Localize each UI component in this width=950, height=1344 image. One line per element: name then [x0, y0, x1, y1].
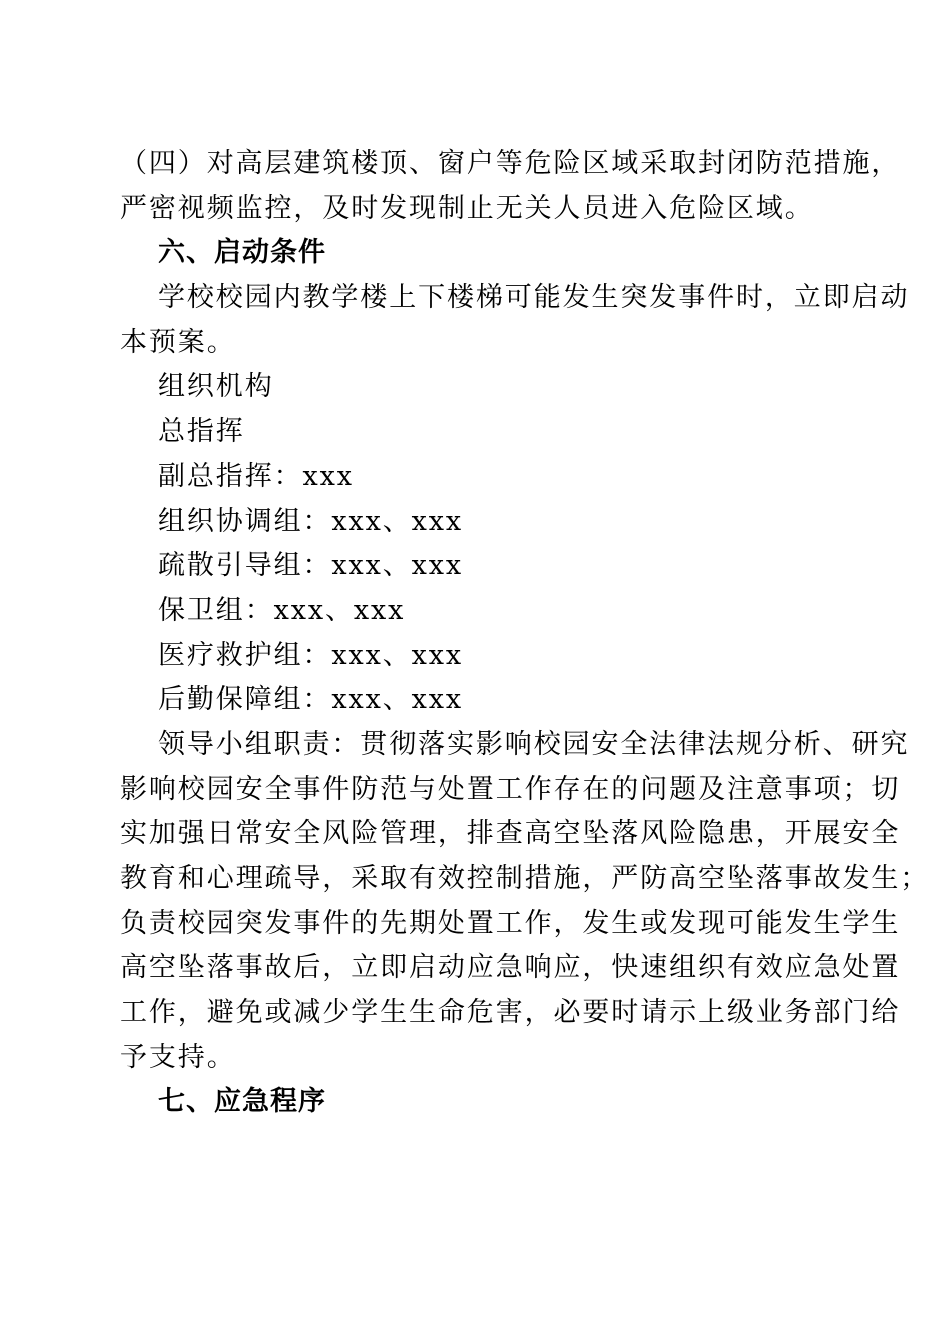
- paragraph-start-conditions-line-1: 学校校园内教学楼上下楼梯可能发生突发事件时，立即启动: [158, 282, 910, 313]
- paragraph-measure-4-line-1: （四）对高层建筑楼顶、窗户等危险区域采取封闭防范措施，: [120, 148, 901, 179]
- leadership-duties-line-7: 工作，避免或减少学生生命危害，必要时请示上级业务部门给: [120, 997, 901, 1028]
- leadership-duties-line-3: 实加强日常安全风险管理，排查高空坠落风险隐患，开展安全: [120, 818, 901, 849]
- section-heading-start-conditions: 六、启动条件: [158, 237, 326, 268]
- leadership-duties-line-6: 高空坠落事故后，立即启动应急响应，快速组织有效应急处置: [120, 952, 901, 983]
- logistics-group-line: 后勤保障组：xxx、xxx: [158, 684, 464, 715]
- leadership-duties-line-8: 予支持。: [120, 1042, 236, 1073]
- coordination-group-line: 组织协调组：xxx、xxx: [158, 506, 464, 537]
- leadership-duties-line-4: 教育和心理疏导，采取有效控制措施，严防高空坠落事故发生；: [120, 863, 930, 894]
- leadership-duties-line-1: 领导小组职责：贯彻落实影响校园安全法律法规分析、研究: [158, 729, 910, 760]
- security-group-line: 保卫组：xxx、xxx: [158, 595, 406, 626]
- commander-label: 总指挥: [158, 416, 245, 447]
- paragraph-measure-4-line-2: 严密视频监控，及时发现制止无关人员进入危险区域。: [120, 193, 814, 224]
- organization-label: 组织机构: [158, 371, 274, 402]
- evacuation-group-line: 疏散引导组：xxx、xxx: [158, 550, 464, 581]
- leadership-duties-line-5: 负责校园突发事件的先期处置工作，发生或发现可能发生学生: [120, 908, 901, 939]
- section-heading-emergency-procedure: 七、应急程序: [158, 1086, 326, 1117]
- medical-group-line: 医疗救护组：xxx、xxx: [158, 640, 464, 671]
- deputy-commander-line: 副总指挥：xxx: [158, 461, 354, 492]
- leadership-duties-line-2: 影响校园安全事件防范与处置工作存在的问题及注意事项；切: [120, 774, 901, 805]
- paragraph-start-conditions-line-2: 本预案。: [120, 327, 236, 358]
